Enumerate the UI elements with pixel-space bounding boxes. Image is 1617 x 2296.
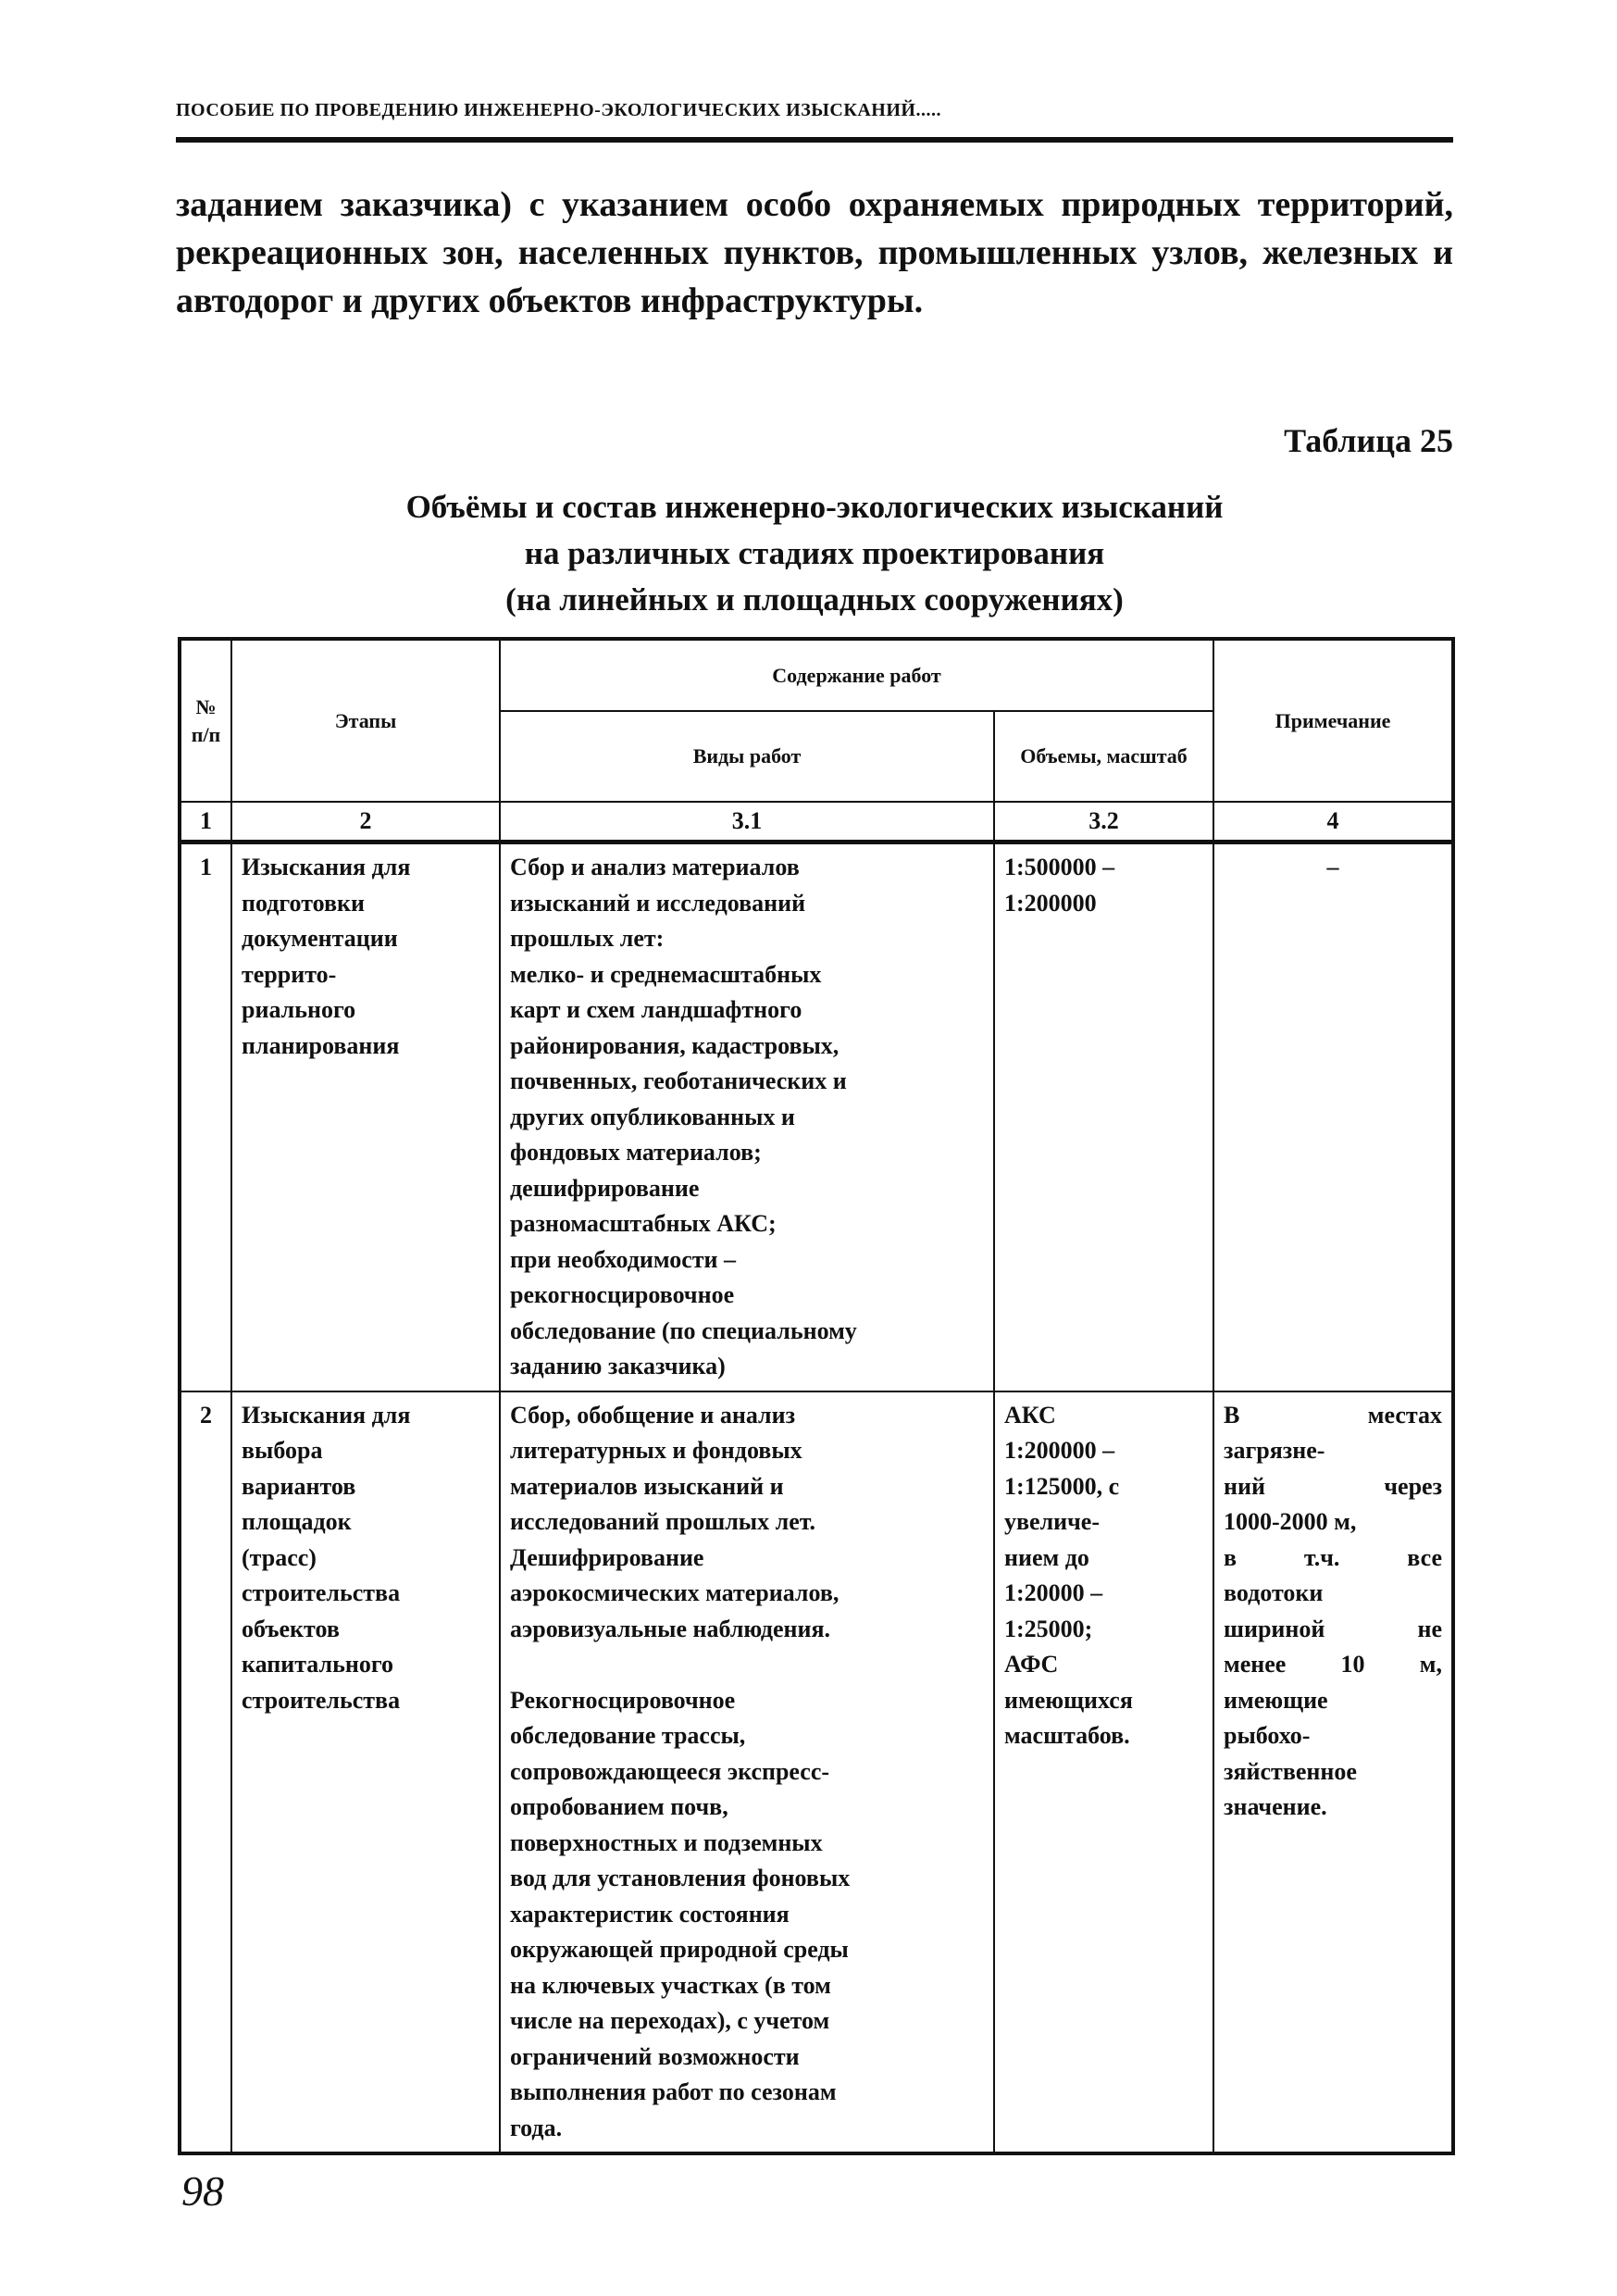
text-line: строительства bbox=[242, 1579, 401, 1606]
text-line: рыбохо- bbox=[1224, 1722, 1311, 1749]
text-line: капитального bbox=[242, 1651, 393, 1678]
row-volume bbox=[994, 1391, 1213, 2154]
text-line: 1:500000 – bbox=[1004, 854, 1115, 880]
text-line: документации bbox=[242, 925, 398, 952]
row-note bbox=[1213, 842, 1453, 1391]
text-line: исследований прошлых лет. bbox=[510, 1508, 816, 1535]
text-line: районирования, кадастровых, bbox=[510, 1031, 840, 1059]
text-line: дешифрирование bbox=[510, 1174, 700, 1202]
text-line: масштабов. bbox=[1004, 1722, 1130, 1749]
header-note: Примечание bbox=[1213, 639, 1453, 802]
text-line: Изыскания для bbox=[242, 1401, 411, 1429]
text-line: Изыскания для bbox=[242, 854, 411, 880]
text-line: года. bbox=[510, 2114, 563, 2141]
text-line: 1:25000; bbox=[1004, 1615, 1093, 1642]
header-content: Содержание работ bbox=[500, 639, 1213, 711]
row-work bbox=[500, 842, 994, 1391]
text-line: увеличе- bbox=[1004, 1508, 1101, 1535]
text-line: (трасс) bbox=[242, 1543, 317, 1571]
table-row bbox=[180, 842, 1453, 1391]
text-line: водотоки bbox=[1224, 1579, 1324, 1606]
row-work bbox=[500, 1391, 994, 2154]
text-line: заданию заказчика) bbox=[510, 1353, 726, 1379]
text-line: выполнения работ по сезонам bbox=[510, 2078, 837, 2105]
text-line: АКС bbox=[1004, 1401, 1056, 1429]
text-line: обследование трассы, bbox=[510, 1722, 746, 1749]
text-line: вод для установления фоновых bbox=[510, 1865, 851, 1891]
text-line: шириной не bbox=[1224, 1615, 1443, 1642]
text-line: В местах bbox=[1224, 1401, 1443, 1429]
works-table bbox=[178, 637, 1455, 2155]
text-line: Сбор и анализ материалов bbox=[510, 854, 800, 880]
text-line: разномасштабных АКС; bbox=[510, 1210, 777, 1237]
text-line: подготовки bbox=[242, 889, 365, 917]
header-num: № п/п bbox=[180, 639, 231, 802]
column-number: 1 bbox=[180, 802, 231, 842]
text-line: других опубликованных и bbox=[510, 1103, 795, 1130]
row-volume bbox=[994, 842, 1213, 1391]
table-label: Таблица 25 bbox=[1284, 422, 1453, 459]
text-line: характеристик состояния bbox=[510, 1900, 790, 1928]
running-head: ПОСОБИЕ ПО ПРОВЕДЕНИЮ ИНЖЕНЕРНО-ЭКОЛОГИЧЕСКИХ ИЗЫСКАНИЙ..... bbox=[176, 100, 941, 120]
text-line: в т.ч. все bbox=[1224, 1543, 1443, 1571]
text-line: 1:125000, с bbox=[1004, 1472, 1120, 1500]
text-line: фондовых материалов; bbox=[510, 1139, 762, 1166]
text-line: карт и схем ландшафтного bbox=[510, 996, 802, 1023]
text-line: аэровизуальные наблюдения. bbox=[510, 1615, 831, 1642]
text-line: опробованием почв, bbox=[510, 1793, 728, 1820]
column-number: 2 bbox=[231, 802, 500, 842]
text-line: ний через bbox=[1224, 1472, 1443, 1500]
text-line: имеющихся bbox=[1004, 1686, 1133, 1714]
column-number: 3.1 bbox=[500, 802, 994, 842]
text-line: рекогносцировочное bbox=[510, 1281, 735, 1308]
text-line: площадок bbox=[242, 1508, 352, 1535]
text-line: на ключевых участках (в том bbox=[510, 1971, 831, 1999]
text-line: поверхностных и подземных bbox=[510, 1828, 823, 1856]
header-work-types: Виды работ bbox=[500, 711, 994, 802]
text-line: литературных и фондовых bbox=[510, 1437, 802, 1464]
text-line: сопровождающееся экспресс- bbox=[510, 1757, 830, 1785]
text-line: 1000-2000 м, bbox=[1224, 1508, 1357, 1535]
text-line: планирования bbox=[242, 1031, 400, 1059]
header-rule bbox=[176, 137, 1453, 143]
text-line: Дешифрирование bbox=[510, 1543, 704, 1571]
text-line: вариантов bbox=[242, 1472, 356, 1500]
text-line: Рекогносцировочное bbox=[510, 1686, 736, 1714]
text-line: обследование (по специальному bbox=[510, 1316, 857, 1344]
text-line: мелко- и среднемасштабных bbox=[510, 960, 822, 988]
text-line: выбора bbox=[242, 1437, 323, 1464]
text-line: числе на переходах), с учетом bbox=[510, 2007, 830, 2034]
text-line: при необходимости – bbox=[510, 1245, 737, 1273]
table-title-line: (на линейных и площадных сооружениях) bbox=[505, 581, 1124, 618]
text-line: имеющие bbox=[1224, 1686, 1328, 1714]
text-line: – bbox=[1326, 854, 1339, 880]
text-line: менее 10 м, bbox=[1224, 1651, 1443, 1678]
text-line: АФС bbox=[1004, 1651, 1059, 1678]
text-line: аэрокосмических материалов, bbox=[510, 1579, 840, 1606]
header-volumes: Объемы, масштаб bbox=[994, 711, 1213, 802]
header-stages: Этапы bbox=[231, 639, 500, 802]
column-number: 4 bbox=[1213, 802, 1453, 842]
row-stage bbox=[231, 1391, 500, 2154]
text-line: изысканий и исследований bbox=[510, 889, 806, 917]
table-row bbox=[180, 1391, 1453, 2154]
text-line: риального bbox=[242, 996, 356, 1023]
text-line: почвенных, геоботанических и bbox=[510, 1067, 847, 1094]
text-line: объектов bbox=[242, 1615, 340, 1642]
table-title-line: на различных стадиях проектирования bbox=[524, 535, 1105, 571]
text-line: материалов изысканий и bbox=[510, 1472, 784, 1500]
text-line: 1:200000 – bbox=[1004, 1437, 1115, 1464]
text-line: 1:200000 bbox=[1004, 889, 1097, 917]
row-num: 1 bbox=[180, 842, 231, 1391]
text-line: окружающей природной среды bbox=[510, 1936, 849, 1963]
table-title-line: Объёмы и состав инженерно-экологических изысканий bbox=[405, 489, 1224, 525]
row-stage bbox=[231, 842, 500, 1391]
table-title bbox=[176, 484, 1453, 623]
text-line: прошлых лет: bbox=[510, 925, 665, 952]
text-line: загрязне- bbox=[1224, 1437, 1325, 1464]
text-line: 1:20000 – bbox=[1004, 1579, 1103, 1606]
text-line: нием до bbox=[1004, 1543, 1089, 1571]
row-num: 2 bbox=[180, 1391, 231, 2154]
row-note bbox=[1213, 1391, 1453, 2154]
column-number: 3.2 bbox=[994, 802, 1213, 842]
text-line: зяйственное bbox=[1224, 1757, 1357, 1785]
paragraph-gap bbox=[510, 1647, 984, 1683]
text-line: значение. bbox=[1224, 1793, 1327, 1820]
text-line: строительства bbox=[242, 1686, 401, 1714]
text-line: террито- bbox=[242, 960, 337, 988]
intro-paragraph: заданием заказчика) с указанием особо охраняемых природных территорий, рекреационных зон, населенных пунктов, промышленных узлов, железных и автодорог и других объектов инфраструктуры. bbox=[176, 185, 1453, 320]
page-number: 98 bbox=[181, 2167, 224, 2215]
text-line: Сбор, обобщение и анализ bbox=[510, 1401, 796, 1429]
text-line: ограничений возможности bbox=[510, 2042, 800, 2070]
